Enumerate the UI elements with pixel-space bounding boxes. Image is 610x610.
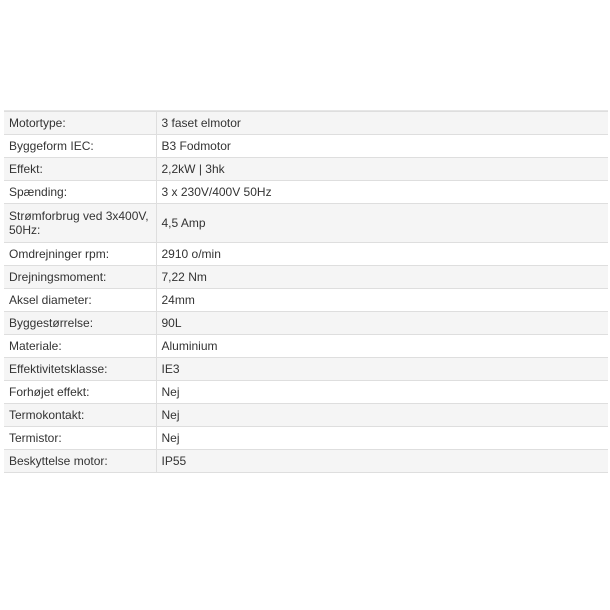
spec-value: 2,2kW | 3hk <box>156 158 608 181</box>
spec-value: Nej <box>156 381 608 404</box>
spec-row-beskyttelse-motor <box>4 450 608 473</box>
spec-label: Termistor: <box>4 427 156 450</box>
spec-value: 2910 o/min <box>156 243 608 266</box>
spec-label: Effektivitetsklasse: <box>4 358 156 381</box>
specification-table <box>4 111 608 473</box>
spec-row-omdrejninger <box>4 243 608 266</box>
spec-row-drejningsmoment <box>4 266 608 289</box>
spec-row-effektivitetsklasse <box>4 358 608 381</box>
spec-label: Omdrejninger rpm: <box>4 243 156 266</box>
spec-value: Nej <box>156 404 608 427</box>
spec-label: Effekt: <box>4 158 156 181</box>
spec-label: Byggestørrelse: <box>4 312 156 335</box>
spec-value: Nej <box>156 427 608 450</box>
spec-value: IE3 <box>156 358 608 381</box>
spec-row-materiale <box>4 335 608 358</box>
spec-value: 24mm <box>156 289 608 312</box>
spec-label: Drejningsmoment: <box>4 266 156 289</box>
spec-value: IP55 <box>156 450 608 473</box>
spec-row-termistor <box>4 427 608 450</box>
spec-label: Beskyttelse motor: <box>4 450 156 473</box>
spec-label: Motortype: <box>4 112 156 135</box>
spec-label: Materiale: <box>4 335 156 358</box>
spec-value: 3 x 230V/400V 50Hz <box>156 181 608 204</box>
spec-row-stroemforbrug <box>4 204 608 243</box>
spec-row-byggestoerrelse <box>4 312 608 335</box>
spec-row-motortype <box>4 112 608 135</box>
spec-row-effekt <box>4 158 608 181</box>
spec-label: Forhøjet effekt: <box>4 381 156 404</box>
spec-label: Byggeform IEC: <box>4 135 156 158</box>
spec-label: Termokontakt: <box>4 404 156 427</box>
spec-value: 4,5 Amp <box>156 204 608 243</box>
spec-value: Aluminium <box>156 335 608 358</box>
spec-label: Spænding: <box>4 181 156 204</box>
spec-row-termokontakt <box>4 404 608 427</box>
spec-row-forhoejet-effekt <box>4 381 608 404</box>
spec-row-aksel-diameter <box>4 289 608 312</box>
spec-value: 3 faset elmotor <box>156 112 608 135</box>
spec-value: 90L <box>156 312 608 335</box>
spec-row-spaending <box>4 181 608 204</box>
spec-row-byggeform <box>4 135 608 158</box>
spec-value: B3 Fodmotor <box>156 135 608 158</box>
spec-label: Strømforbrug ved 3x400V, 50Hz: <box>4 204 156 243</box>
spec-value: 7,22 Nm <box>156 266 608 289</box>
spec-label: Aksel diameter: <box>4 289 156 312</box>
